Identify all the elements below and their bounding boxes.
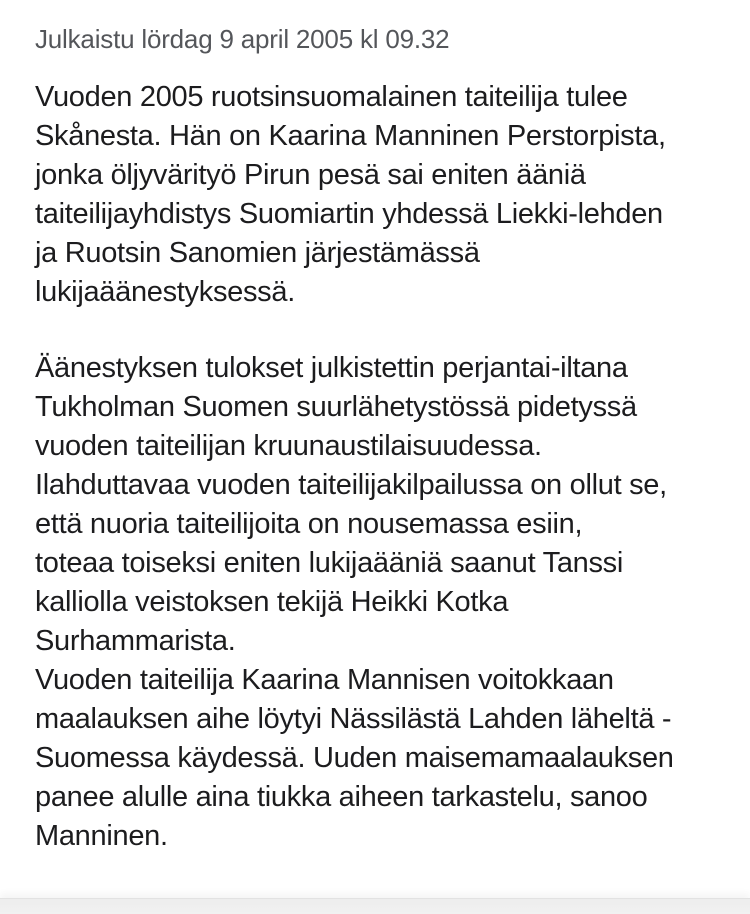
article-line: taiteilijayhdistys Suomiartin yhdessä Liekki-lehden [35,198,663,230]
article-line: Vuoden taiteilija Kaarina Mannisen voitokkaan [35,664,614,696]
article-line: Suomessa käydessä. Uuden maisemamaalauksen [35,742,674,774]
article-page [0,24,750,914]
article-line: toteaa toiseksi eniten lukijaääniä saanut Tanssi [35,547,624,579]
article-paragraph [35,349,725,661]
article-line: lukijaäänestyksessä. [35,276,295,308]
article-line: ja Ruotsin Sanomien järjestämässä [35,237,480,269]
bottom-divider [0,898,750,914]
article-line: kalliolla veistoksen tekijä Heikki Kotka [35,586,509,618]
article-line: maalauksen aihe löytyi Nässilästä Lahden läheltä - [35,703,672,735]
article-line: Vuoden 2005 ruotsinsuomalainen taiteilija tulee [35,81,628,113]
article-line: panee alulle aina tiukka aiheen tarkastelu, sanoo [35,781,648,813]
article-paragraph [35,78,725,312]
article-body [35,78,725,856]
article-paragraph [35,661,725,856]
article-line: Surhammarista. [35,625,236,657]
article-line: jonka öljyvärityö Pirun pesä sai eniten ääniä [35,159,586,191]
article-line: Äänestyksen tulokset julkistettin perjantai-iltana [35,352,628,384]
article-line: että nuoria taiteilijoita on nousemassa esiin, [35,508,583,540]
article-line: vuoden taiteilijan kruunaustilaisuudessa. [35,430,542,462]
published-date: Julkaistu lördag 9 april 2005 kl 09.32 [35,24,450,54]
article-line: Skånesta. Hän on Kaarina Manninen Perstorpista, [35,120,666,152]
article-line: Manninen. [35,820,168,852]
article-line: Tukholman Suomen suurlähetystössä pidetyssä [35,391,637,423]
article-line: Ilahduttavaa vuoden taiteilijakilpailussa on ollut se, [35,469,667,501]
